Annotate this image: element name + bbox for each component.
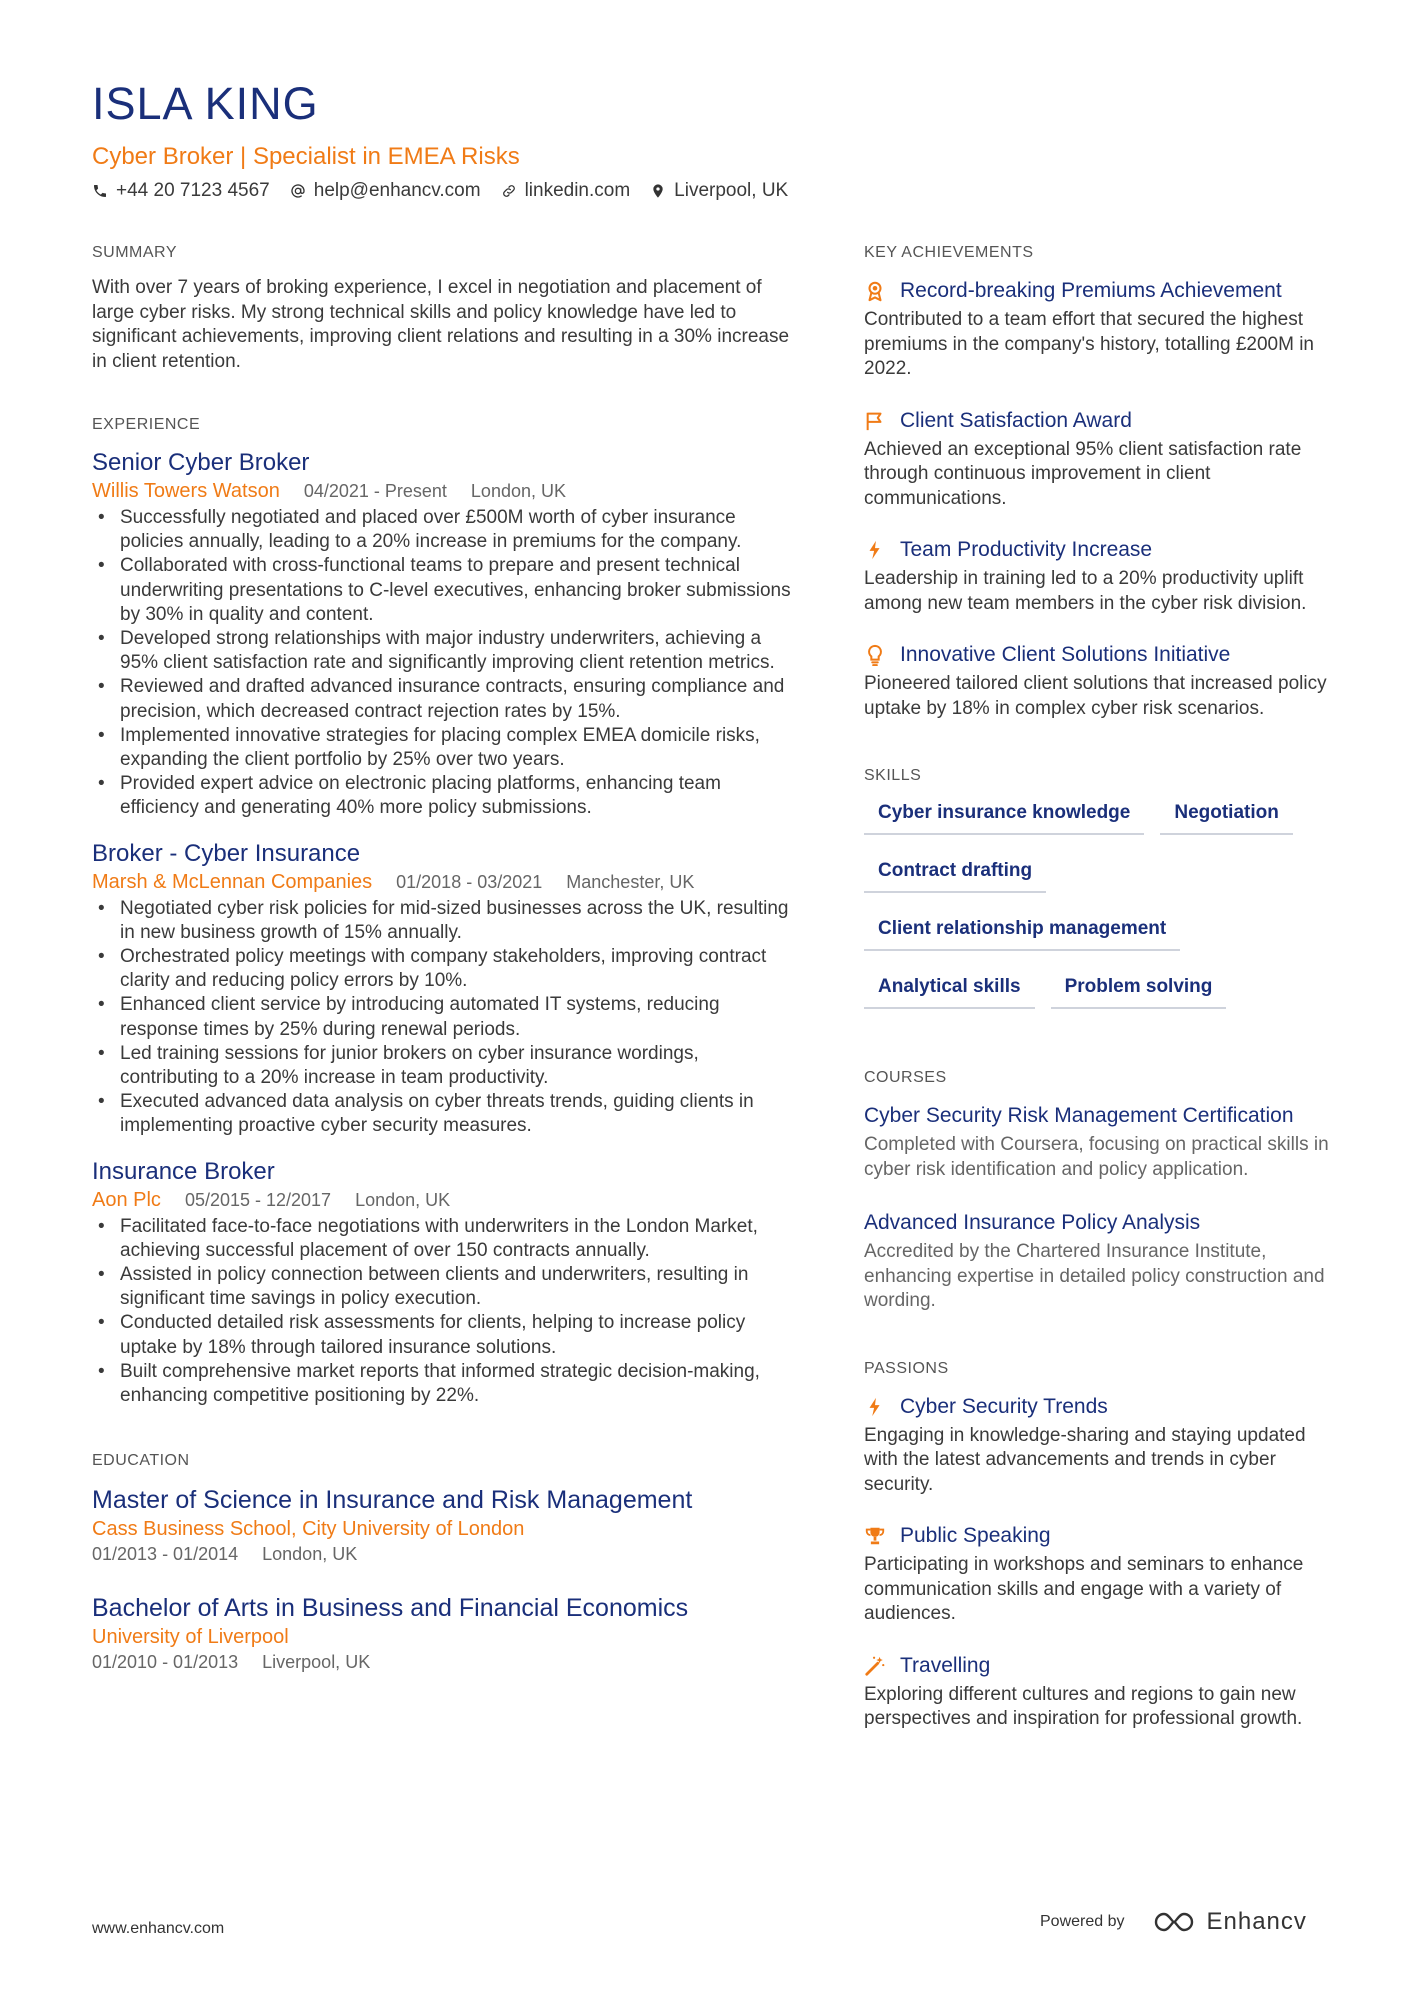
- right-column: [864, 242, 1334, 1772]
- course-desc: Completed with Coursera, focusing on practical skills in cyber risk identification and policy application.: [864, 1134, 1329, 1180]
- section-heading: COURSES: [864, 1069, 947, 1086]
- magic-wand-icon: [864, 1655, 886, 1677]
- link-icon: [501, 183, 517, 199]
- phone-icon: [92, 183, 108, 199]
- education-meta: [92, 1650, 792, 1674]
- contact-phone: [92, 178, 270, 204]
- company-name: Aon Plc: [92, 1188, 161, 1211]
- passion-desc: Participating in workshops and seminars to enhance communication skills and engage with a variety of audiences.: [864, 1554, 1304, 1624]
- bullet-item: • Successfully negotiated and placed over £500M worth of cyber insurance policies annually, leading to a 20% increase in premiums for the company.: [92, 506, 792, 554]
- achievements-section: [864, 242, 1334, 721]
- section-heading: EDUCATION: [92, 1452, 190, 1470]
- job-location: London, UK: [470, 481, 566, 501]
- section-heading: SUMMARY: [92, 244, 177, 261]
- achievement-title: Team Productivity Increase: [900, 538, 1153, 561]
- skill-tag: Contract drafting: [864, 857, 1046, 893]
- award-icon: [864, 280, 886, 302]
- school-name: Cass Business School, City University of London: [92, 1518, 525, 1541]
- lightbulb-icon: [864, 644, 886, 666]
- course-item: [864, 1101, 1334, 1182]
- bullet-item: • Orchestrated policy meetings with company stakeholders, improving contract clarity and reducing policy errors by 10%.: [92, 945, 792, 993]
- skill-tag: Negotiation: [1160, 799, 1293, 835]
- linkedin-text: linkedin.com: [524, 180, 631, 201]
- achievement-item: [864, 276, 1334, 382]
- left-column: [92, 242, 792, 1714]
- achievement-desc: Pioneered tailored client solutions that increased policy uptake by 18% in complex cyber risk scenarios.: [864, 673, 1327, 719]
- course-title: Cyber Security Risk Management Certification: [864, 1104, 1294, 1127]
- education-dates: 01/2013 - 01/2014: [92, 1544, 239, 1565]
- powered-by-text: Powered by: [1040, 1913, 1125, 1930]
- company-name: Marsh & McLennan Companies: [92, 870, 373, 893]
- job-bullets: [92, 897, 792, 1139]
- course-desc: Accredited by the Chartered Insurance Institute, enhancing expertise in detailed policy construction and wording.: [864, 1241, 1325, 1311]
- passion-title: Public Speaking: [900, 1524, 1051, 1547]
- bullet-item: • Executed advanced data analysis on cyber threats trends, guiding clients in implementing proactive cyber security measures.: [92, 1090, 792, 1138]
- achievement-item: [864, 640, 1334, 721]
- degree-title: Bachelor of Arts in Business and Financial Economics: [92, 1594, 689, 1623]
- bullet-item: • Negotiated cyber risk policies for mid-sized businesses across the UK, resulting in new business growth of 15% annually.: [92, 897, 792, 945]
- bullet-item: • Reviewed and drafted advanced insurance contracts, ensuring compliance and precision, which decreased contract rejection rates by 15%.: [92, 675, 792, 723]
- school-name: University of Liverpool: [92, 1626, 289, 1649]
- infinity-logo-icon: [1151, 1909, 1197, 1935]
- passion-item: [864, 1392, 1334, 1498]
- job-meta: [92, 869, 792, 895]
- location-pin-icon: [650, 183, 666, 199]
- job-entry: [92, 839, 792, 1139]
- skill-tag: Problem solving: [1051, 973, 1227, 1009]
- job-title: Insurance Broker: [92, 1157, 275, 1185]
- achievement-item: [864, 406, 1334, 512]
- section-heading: PASSIONS: [864, 1359, 949, 1377]
- education-location: Liverpool, UK: [262, 1652, 371, 1673]
- achievement-title: Innovative Client Solutions Initiative: [900, 643, 1231, 666]
- bullet-item: • Assisted in policy connection between clients and underwriters, resulting in significant time savings in policy execution.: [92, 1263, 792, 1311]
- phone-text: +44 20 7123 4567: [116, 180, 270, 201]
- job-entry: [92, 448, 792, 821]
- bullet-item: • Developed strong relationships with major industry underwriters, achieving a 95% client satisfaction rate and significantly improving client retention metrics.: [92, 627, 792, 675]
- passions-section: [864, 1358, 1334, 1732]
- experience-section: [92, 414, 792, 1408]
- job-dates: 05/2015 - 12/2017: [184, 1189, 332, 1210]
- achievement-desc: Leadership in training led to a 20% productivity uplift among new team members in the cyber risk division.: [864, 568, 1307, 614]
- skills-list: [864, 799, 1334, 1009]
- contact-email[interactable]: [290, 178, 481, 204]
- skill-tag: Cyber insurance knowledge: [864, 799, 1144, 835]
- job-entry: [92, 1157, 792, 1409]
- bullet-item: • Implemented innovative strategies for placing complex EMEA domicile risks, expanding the client portfolio by 25% over two years.: [92, 724, 792, 772]
- lightning-icon: [864, 539, 886, 561]
- resume-header: [92, 76, 1322, 204]
- achievement-desc: Contributed to a team effort that secured the highest premiums in the company's history, totalling £200M in 2022.: [864, 309, 1314, 379]
- achievement-desc: Achieved an exceptional 95% client satisfaction rate through continuous improvement in client communications.: [864, 438, 1302, 509]
- education-dates: 01/2010 - 01/2013: [92, 1652, 239, 1673]
- email-text: help@enhancv.com: [313, 180, 481, 201]
- contact-linkedin[interactable]: [501, 178, 631, 204]
- passion-title: Cyber Security Trends: [900, 1394, 1108, 1418]
- education-section: [92, 1450, 792, 1674]
- section-heading: SKILLS: [864, 767, 922, 784]
- bullet-item: • Provided expert advice on electronic placing platforms, enhancing team efficiency and generating 40% more policy submissions.: [92, 772, 792, 820]
- passion-desc: Exploring different cultures and regions to gain new perspectives and inspiration for professional growth.: [864, 1683, 1303, 1729]
- contact-location: [650, 178, 788, 204]
- job-dates: 01/2018 - 03/2021: [396, 871, 543, 892]
- bullet-item: • Collaborated with cross-functional teams to prepare and present technical underwriting presentations to C-level executives, enhancing broker submissions by 30% in quality and content.: [92, 554, 792, 627]
- at-icon: [290, 183, 306, 199]
- job-location: London, UK: [355, 1189, 451, 1210]
- job-meta: [92, 478, 792, 504]
- education-entry: [92, 1592, 792, 1674]
- job-dates: 04/2021 - Present: [303, 481, 447, 501]
- education-entry: [92, 1484, 792, 1566]
- location-text: Liverpool, UK: [674, 180, 789, 201]
- bullet-item: • Facilitated face-to-face negotiations with underwriters in the London Market, achieving successful placement of over 150 contracts annually.: [92, 1215, 792, 1263]
- achievement-title: Record-breaking Premiums Achievement: [900, 279, 1282, 302]
- brand-logo[interactable]: [1151, 1908, 1307, 1936]
- achievement-title: Client Satisfaction Award: [900, 408, 1132, 432]
- skills-section: [864, 765, 1334, 1009]
- section-heading: EXPERIENCE: [92, 416, 201, 433]
- job-title: Broker - Cyber Insurance: [92, 839, 361, 867]
- flag-icon: [864, 410, 886, 432]
- trophy-icon: [864, 1525, 886, 1547]
- course-title: Advanced Insurance Policy Analysis: [864, 1211, 1201, 1234]
- job-title: Senior Cyber Broker: [92, 449, 310, 476]
- footer-branding: [1040, 1908, 1307, 1936]
- degree-title: Master of Science in Insurance and Risk Management: [92, 1486, 693, 1515]
- passion-item: [864, 1521, 1334, 1627]
- job-meta: [92, 1187, 792, 1213]
- passion-title: Travelling: [900, 1653, 991, 1677]
- bullet-item: • Led training sessions for junior brokers on cyber insurance wordings, contributing to a 20% increase in team productivity.: [92, 1042, 792, 1090]
- contact-bar: [92, 178, 1322, 204]
- lightning-icon: [864, 1396, 886, 1418]
- bullet-item: • Built comprehensive market reports that informed strategic decision-making, enhancing competitive positioning by 22%.: [92, 1360, 792, 1408]
- candidate-name: ISLA KING: [92, 78, 319, 129]
- candidate-title: Cyber Broker | Specialist in EMEA Risks: [92, 143, 520, 170]
- education-location: London, UK: [262, 1544, 358, 1565]
- course-item: [864, 1208, 1334, 1314]
- passion-desc: Engaging in knowledge-sharing and staying updated with the latest advancements and trends in cyber security.: [864, 1424, 1306, 1495]
- achievement-item: [864, 535, 1334, 616]
- company-name: Willis Towers Watson: [92, 480, 280, 502]
- summary-section: [92, 242, 792, 374]
- job-bullets: [92, 506, 792, 821]
- education-meta: [92, 1542, 792, 1566]
- skill-tag: Analytical skills: [864, 973, 1035, 1009]
- brand-name: Enhancv: [1206, 1908, 1307, 1935]
- bullet-item: • Enhanced client service by introducing automated IT systems, reducing response times by 25% during renewal periods.: [92, 993, 792, 1041]
- summary-text: With over 7 years of broking experience, I excel in negotiation and placement of large cyber risks. My strong technical skills and policy knowledge have led to significant achievements, improving client relations and resulting in a 30% increase in client retention.: [92, 277, 790, 372]
- section-heading: KEY ACHIEVEMENTS: [864, 244, 1034, 261]
- passion-item: [864, 1651, 1334, 1732]
- footer-website[interactable]: www.enhancv.com: [92, 1920, 225, 1937]
- bullet-item: • Conducted detailed risk assessments for clients, helping to increase policy uptake by 18% through tailored insurance solutions.: [92, 1311, 792, 1359]
- courses-section: [864, 1067, 1334, 1314]
- job-location: Manchester, UK: [566, 871, 695, 892]
- skill-tag: Client relationship management: [864, 915, 1180, 951]
- job-bullets: [92, 1215, 792, 1409]
